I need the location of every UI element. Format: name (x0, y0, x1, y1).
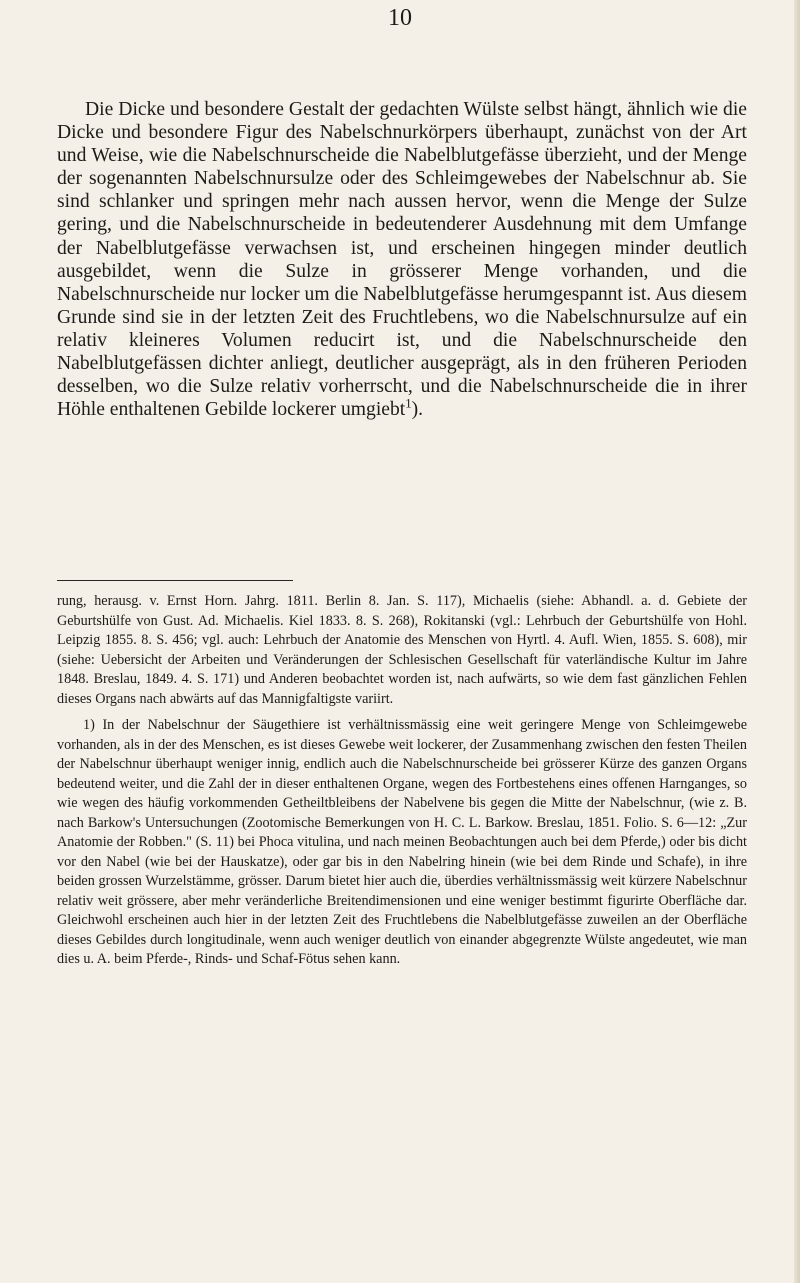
main-text-block (57, 98, 747, 421)
main-paragraph (57, 98, 747, 421)
footnotes-block (57, 592, 747, 970)
footnote-marker: 1 (405, 396, 412, 411)
footnote-text: In der Nabelschnur der Säugethiere ist verhältnissmässig eine weit geringere Menge von Schleimgewebe vorhanden, als in der des Menschen, es ist dieses Gewebe weit lockerer, der Zusammenhang zwischen den festen Theilen der Nabelschnur überhaupt weniger innig, endlich auch die Nabelschnurscheide bei grösserer Kürze des ganzen Organs bedeutend weiter, und die Zahl der in dieser enthaltenen Organe, wegen des Fortbestehens eines offenen Harnganges, so wie wegen des häufig vorkommenden Getheiltbleibens der Nabelvene bis gegen die Mitte der Nabelschnur, (wie z. B. nach Barkow's Untersuchungen (Zootomische Bemerkungen von H. C. L. Barkow. Breslau, 1851. Folio. S. 6—12: „Zur Anatomie der Robben." (S. 11) bei Phoca vitulina, und nach meinen Beobachtungen auch bei dem Pferde,) oder bis dicht vor den Nabel (wie bei der Hauskatze), oder gar bis in den Nabelring hinein (wie bei dem Rinde und Schafe), in ihre beiden grossen Wurzelstämme, grösser. Darum bietet hier auch die, überdies verhältnissmässig weit kürzere Nabelschnur relativ weit grössere, aber mehr veränderliche Breitendimensionen und eine weniger bestimmt figurirte Oberfläche dar. Gleichwohl erscheinen auch hier in der letzten Zeit des Fruchtlebens die Nabelblutgefässe zuweilen an der Oberfläche dieses Gebildes durch longitudinale, wenn auch weniger deutlich von einander abgegrenzte Wülste angedeutet, wie man dies u. A. beim Pferde-, Rinds- und Schaf-Fötus sehen kann. (57, 717, 747, 967)
main-paragraph-text: Die Dicke und besondere Gestalt der gedachten Wülste selbst hängt, ähnlich wie die Dicke und besondere Figur des Nabelschnurkörpers überhaupt, zunächst von der Art und Weise, wie die Nabelschnurscheide die Nabelblutgefässe überzieht, und der Menge der sogenannten Nabelschnursulze oder des Schleimgewebes der Nabelschnur ab. Sie sind schlanker und springen mehr nach aussen hervor, wenn die Menge der Sulze gering, und die Nabelschnurscheide in bedeutenderer Ausdehnung mit dem Umfange der Nabelblutgefässe verwachsen ist, und erscheinen hingegen minder deutlich ausgebildet, wenn die Sulze in grösserer Menge vorhanden, und die Nabelschnurscheide nur locker um die Nabelblutgefässe herumgespannt ist. Aus diesem Grunde sind sie in der letzten Zeit des Fruchtlebens, wo die Nabelschnursulze auf ein relativ kleineres Volumen reducirt ist, und die Nabelschnurscheide den Nabelblutgefässen dichter anliegt, deutlicher ausgeprägt, als in den früheren Perioden desselben, wo die Sulze relativ vorherrscht, und die Nabelschnurscheide die in ihrer Höhle enthaltenen Gebilde lockerer umgiebt (57, 99, 747, 421)
footnote-1 (57, 716, 747, 970)
note-continuation: rung, herausg. v. Ernst Horn. Jahrg. 1811. Berlin 8. Jan. S. 117), Michaelis (siehe: Abhandl. a. d. Gebiete der Geburtshülfe von Gust. Ad. Michaelis. Kiel 1833. 8. S. 268), Rokitanski (vgl.: Lehrbuch der Geburtshülfe von Hohl. Leipzig 1855. 8. S. 456; vgl. auch: Lehrbuch der Anatomie des Menschen von Hyrtl. 4. Aufl. Wien, 1855. S. 608), mir (siehe: Uebersicht der Arbeiten und Veränderungen der Schlesischen Gesellschaft für vaterländische Kultur im Jahre 1848. Breslau, 1849. 4. S. 171) und Anderen beobachtet worden ist, nach aufwärts, so wie dem fast gänzlichen Fehlen dieses Organs nach abwärts auf das Mannigfaltigste variirt. (57, 593, 747, 707)
footnote-label: 1) (83, 717, 95, 733)
page-edge-shadow (794, 0, 800, 1283)
main-paragraph-end: ). (411, 399, 424, 421)
page-number: 10 (388, 5, 412, 31)
footnote-divider (57, 580, 293, 581)
